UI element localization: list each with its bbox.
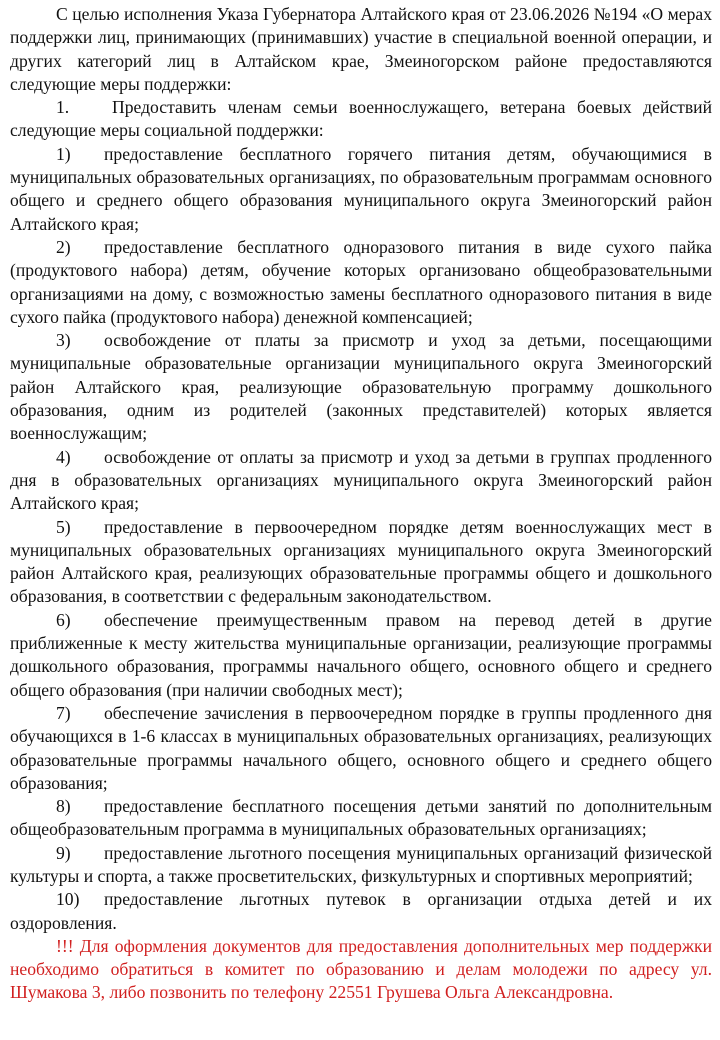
item-number: 1) bbox=[56, 143, 71, 164]
item-number: 2) bbox=[56, 236, 71, 257]
section-text: Предоставить членам семьи военнослужащего, ветерана боевых действий следующие меры социальной поддержки: bbox=[10, 97, 712, 141]
item-text: предоставление в первоочередном порядке детям военнослужащих мест в муниципальных образовательных организациях муниципального округа Змеиногорский район Алтайского края, реализующих образовательные программы общего и дошкольного образования, в соответствии с федеральным законодательством. bbox=[10, 516, 712, 607]
item-number: 4) bbox=[56, 446, 71, 467]
item-number: 6) bbox=[56, 609, 71, 630]
list-item-6 bbox=[10, 609, 712, 702]
list-item-7 bbox=[10, 702, 712, 795]
item-number: 7) bbox=[56, 702, 71, 723]
list-item-5 bbox=[10, 516, 712, 609]
list-item-10 bbox=[10, 888, 712, 935]
list-item-2 bbox=[10, 236, 712, 329]
item-text: освобождение от оплаты за присмотр и уход за детьми в группах продленного дня в образовательных организациях муниципального округа Змеиногорский район Алтайского края; bbox=[10, 446, 712, 514]
item-text: освобождение от платы за присмотр и уход за детьми, посещающими муниципальные образовательные организации муниципального округа Змеиногорский район Алтайского края, реализующие образовательную программу дошкольного образования, одним из родителей (законных представителей) которых является военнослужащим; bbox=[10, 330, 712, 444]
item-text: предоставление бесплатного одноразового питания в виде сухого пайка (продуктового набора) детям, обучение которых организовано общеобразовательными организациями на дому, с возможностью замены бесплатного одноразового питания в виде сухого пайка (продуктового набора) денежной компенсацией; bbox=[10, 236, 712, 327]
list-item-3 bbox=[10, 329, 712, 445]
item-text: предоставление льготного посещения муниципальных организаций физической культуры и спорта, а также просветительских, физкультурных и спортивных мероприятий; bbox=[10, 842, 712, 886]
item-number: 5) bbox=[56, 516, 71, 537]
item-number: 8) bbox=[56, 796, 71, 817]
section-number: 1. bbox=[56, 97, 70, 118]
item-number: 3) bbox=[56, 330, 71, 351]
item-text: предоставление льготных путевок в организации отдыха детей и их оздоровления. bbox=[10, 889, 712, 933]
list-item-4 bbox=[10, 446, 712, 516]
item-number: 9) bbox=[56, 842, 71, 863]
item-text: предоставление бесплатного горячего питания детям, обучающимися в муниципальных образовательных организациях, по образовательным программам основного общего и среднего общего образования муниципального округа Змеиногорский район Алтайского края; bbox=[10, 143, 712, 234]
list-item-8 bbox=[10, 795, 712, 842]
item-number: 10) bbox=[56, 889, 80, 910]
item-text: предоставление бесплатного посещения детьми занятий по дополнительным общеобразовательным программа в муниципальных образовательных организациях; bbox=[10, 796, 712, 840]
list-item-1 bbox=[10, 143, 712, 236]
contact-notice: !!! Для оформления документов для предоставления дополнительных мер поддержки необходимо обратиться в комитет по образованию и делам молодежи по адресу ул. Шумакова 3, либо позвонить по телефону 22551 Грушева Ольга Александровна. bbox=[10, 935, 712, 1003]
section-1 bbox=[10, 96, 712, 143]
item-text: обеспечение зачисления в первоочередном порядке в группы продленного дня обучающихся в 1-6 классах в муниципальных образовательных организациях, реализующих образовательные программы начального общего, основного общего и среднего общего образования; bbox=[10, 702, 712, 793]
list-item-9 bbox=[10, 842, 712, 889]
intro-paragraph: С целью исполнения Указа Губернатора Алтайского края от 23.06.2026 №194 «О мерах поддержки лиц, принимающих (принимавших) участие в специальной военной операции, и других категорий лиц в Алтайском крае, Змеиногорском районе предоставляются следующие меры поддержки: bbox=[10, 4, 712, 94]
item-text: обеспечение преимущественным правом на перевод детей в другие приближенные к месту жительства муниципальные организации, реализующие программы дошкольного образования, программы начального общего, основного общего и среднего общего образования (при наличии свободных мест); bbox=[10, 609, 712, 700]
